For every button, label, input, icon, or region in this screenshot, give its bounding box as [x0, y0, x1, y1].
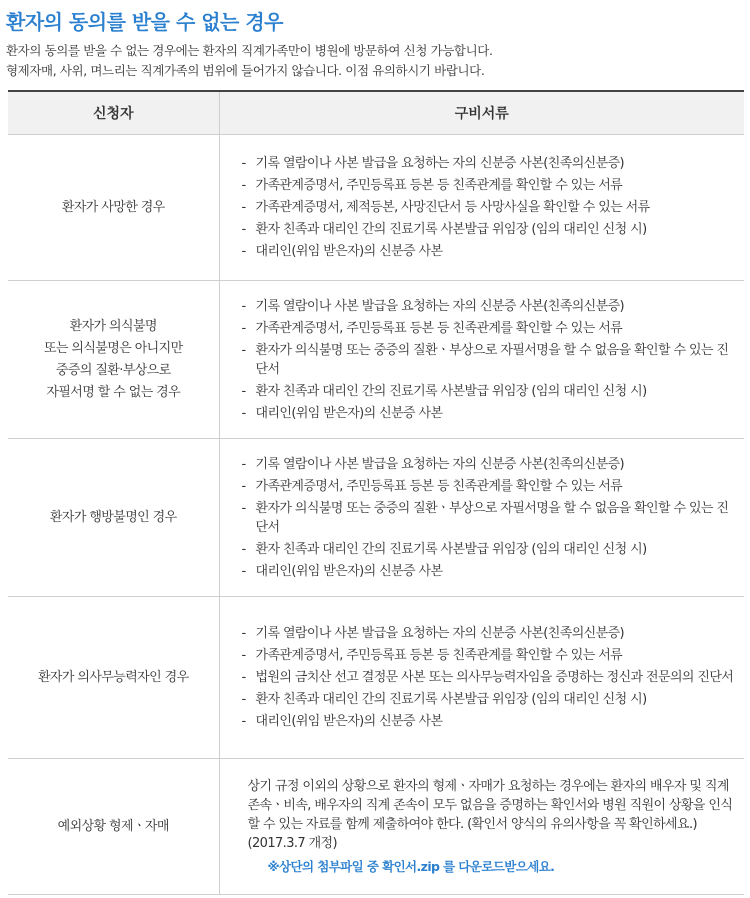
applicant-cell	[8, 439, 219, 597]
list-item: - 기록 열람이나 사본 발급을 요청하는 자의 신분증 사본(친족의신분증)	[241, 456, 624, 472]
applicant-label: 중증의 질환·부상으로	[55, 362, 171, 378]
table-row	[8, 439, 744, 597]
document-list	[242, 624, 739, 731]
list-item: - 환자 친족과 대리인 간의 진료기록 사본발급 위임장 (임의 대리인 신청 시)	[241, 222, 647, 237]
page-title: 환자의 동의를 받을 수 없는 경우	[6, 10, 283, 34]
list-item: - 법원의 금치산 선고 결정문 사본 또는 의사무능력자임을 증명하는 정신과 전문의의 진단서	[241, 670, 734, 685]
list-item: - 가족관계증명서, 주민등록표 등본 등 친족관계를 확인할 수 있는 서류	[241, 320, 623, 336]
list-item: - 가족관계증명서, 제적등본, 사망진단서 등 사망사실을 확인할 수 있는 서류	[241, 200, 650, 215]
list-item: - 대리인(위임 받은자)의 신분증 사본	[241, 563, 443, 579]
header-applicant: 신청자	[8, 91, 219, 135]
list-item: - 가족관계증명서, 주민등록표 등본 등 친족관계를 확인할 수 있는 서류	[241, 178, 623, 193]
documents-cell	[219, 759, 744, 895]
table-row-exception	[8, 759, 744, 895]
list-item: - 환자가 의식불명 또는 중증의 질환ㆍ부상으로 자필서명을 할 수 없음을 확인할 수 있는 진단서	[241, 500, 729, 535]
table-row	[8, 135, 744, 281]
intro-line: 환자의 동의를 받을 수 없는 경우에는 환자의 직계가족만이 병원에 방문하여 신청 가능합니다.	[6, 43, 493, 58]
list-item: - 가족관계증명서, 주민등록표 등본 등 친족관계를 확인할 수 있는 서류	[241, 648, 623, 663]
download-notice: ※상단의 첨부파일 중 확인서.zip 를 다운로드받으세요.	[267, 859, 555, 874]
intro-text	[6, 41, 493, 81]
applicant-label: 또는 의식불명은 아니지만	[43, 340, 183, 356]
documents-cell	[219, 597, 744, 759]
applicant-label: 환자가 사망한 경우	[61, 199, 165, 215]
list-item: - 대리인(위임 받은자)의 신분증 사본	[241, 405, 443, 421]
list-item: - 환자가 의식불명 또는 중증의 질환ㆍ부상으로 자필서명을 할 수 없음을 확인할 수 있는 진단서	[241, 342, 729, 377]
list-item: - 환자 친족과 대리인 간의 진료기록 사본발급 위임장 (임의 대리인 신청 시)	[241, 692, 647, 707]
list-item: - 환자 친족과 대리인 간의 진료기록 사본발급 위임장 (임의 대리인 신청 시)	[241, 383, 647, 399]
document-list	[242, 154, 739, 261]
documents-cell	[219, 439, 744, 597]
applicant-label: 환자가 행방불명인 경우	[49, 509, 177, 525]
table-header-row	[8, 91, 744, 135]
applicant-cell	[8, 597, 219, 759]
applicant-label: 자필서명 할 수 없는 경우	[46, 384, 181, 400]
document-list	[242, 297, 739, 423]
list-item: - 기록 열람이나 사본 발급을 요청하는 자의 신분증 사본(친족의신분증)	[241, 626, 624, 641]
intro-line: 형제자매, 사위, 며느리는 직계가족의 범위에 들어가지 않습니다. 이점 유의하시기 바랍니다.	[6, 63, 485, 78]
header-documents: 구비서류	[219, 91, 744, 135]
applicant-label: 환자가 의사무능력자인 경우	[37, 669, 189, 685]
list-item: - 가족관계증명서, 주민등록표 등본 등 친족관계를 확인할 수 있는 서류	[241, 478, 623, 494]
list-item: - 기록 열람이나 사본 발급을 요청하는 자의 신분증 사본(친족의신분증)	[241, 298, 624, 314]
documents-cell	[219, 281, 744, 439]
list-item: - 환자 친족과 대리인 간의 진료기록 사본발급 위임장 (임의 대리인 신청 시)	[241, 541, 647, 557]
applicant-cell	[8, 759, 219, 895]
document-list	[242, 455, 739, 581]
table-row	[8, 281, 744, 439]
applicant-cell	[8, 281, 219, 439]
exception-text: 상기 규정 이외의 상황으로 환자의 형제ㆍ자매가 요청하는 경우에는 환자의 배우자 및 직계 존속ㆍ비속, 배우자의 직계 존속이 모두 없음을 증명하는 확인서와 병원 직원이 상황을 인식할 수 있는 자료를 함께 제출하여야 한다. (확인서 양식의 유의사항을 꼭 확인하세요.) (2017.3.7 개정)	[247, 779, 733, 851]
applicant-cell	[8, 135, 219, 281]
list-item: - 대리인(위임 받은자)의 신분증 사본	[241, 244, 443, 259]
applicant-label: 예외상황 형제ㆍ자매	[57, 818, 169, 834]
list-item: - 기록 열람이나 사본 발급을 요청하는 자의 신분증 사본(친족의신분증)	[241, 156, 624, 171]
documents-table	[8, 90, 744, 895]
table-row	[8, 597, 744, 759]
list-item: - 대리인(위임 받은자)의 신분증 사본	[241, 714, 443, 729]
applicant-label: 환자가 의식불명	[69, 318, 157, 334]
documents-cell	[219, 135, 744, 281]
